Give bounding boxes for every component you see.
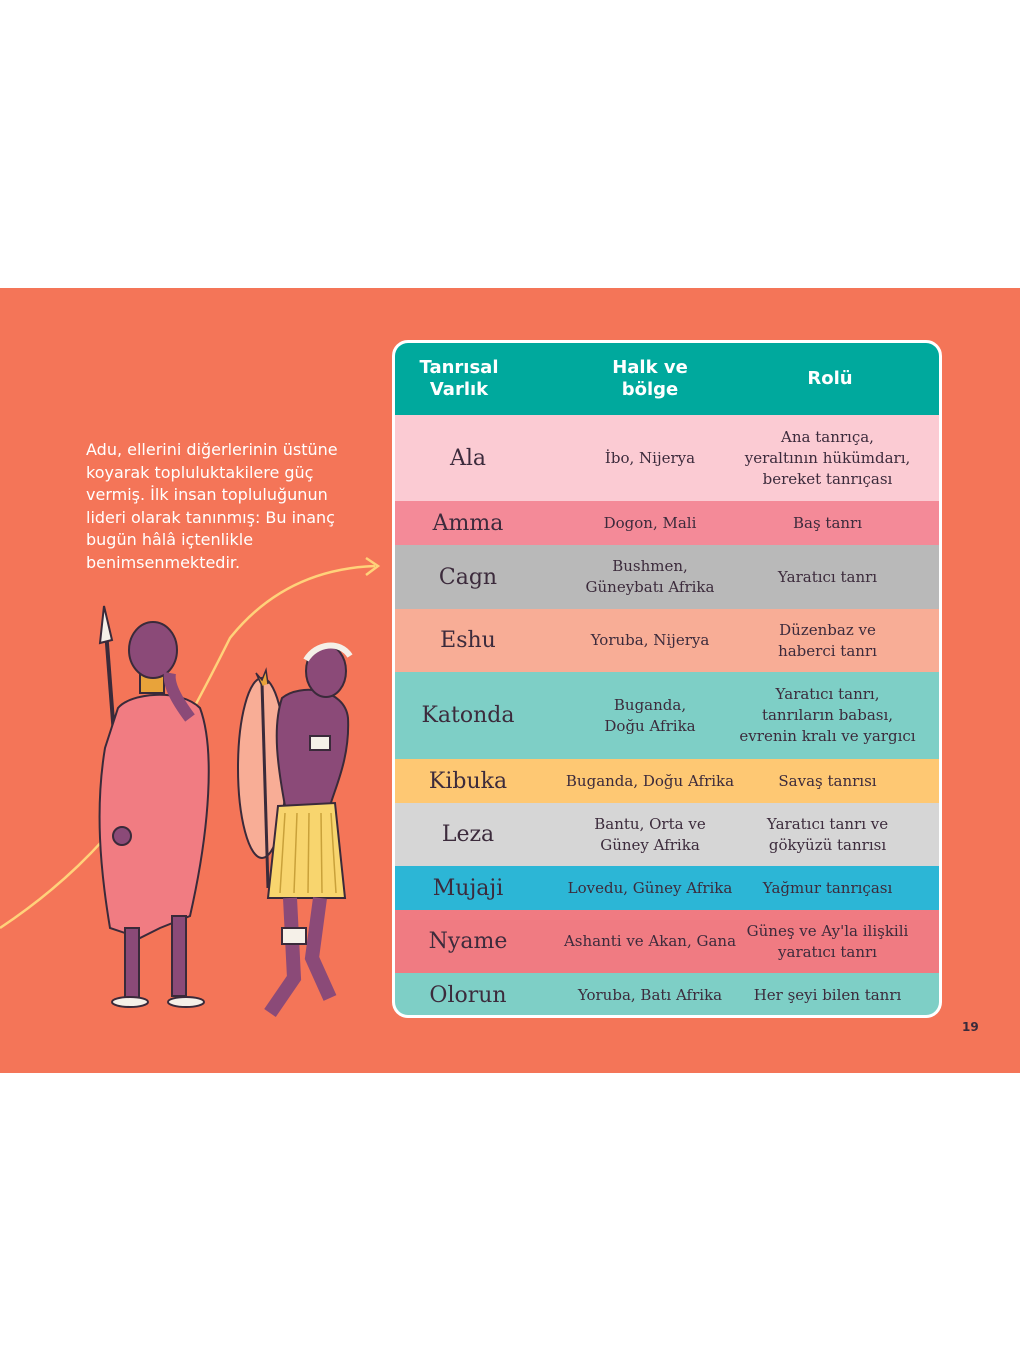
people-region: Yoruba, Nijerya: [590, 631, 710, 649]
header-deity: Tanrısal Varlık: [419, 357, 499, 400]
deity-name: Katonda: [421, 703, 515, 728]
deity-role: Baş tanrı: [792, 513, 863, 532]
deity-name: Olorun: [429, 982, 507, 1008]
people-region: Ashanti ve Akan, Gana: [563, 932, 737, 950]
people-region: Buganda, Doğu Afrika: [604, 695, 696, 735]
deity-name: Leza: [441, 822, 495, 847]
deity-role: Düzenbaz ve haberci tanrı: [778, 620, 877, 660]
table-row: [395, 545, 939, 609]
deity-role: Güneş ve Ay'la ilişkili yaratıcı tanrı: [746, 921, 909, 961]
illustration-two-men: [0, 288, 400, 1073]
intro-paragraph: Adu, ellerini diğerlerinin üstüne koyarak topluluktakilere güç vermiş. İlk insan topluluğunun lideri olarak tanınmış: Bu inanç bugün hâlâ içtenlikle benimsenmektedir.: [86, 440, 338, 572]
deity-role: Yaratıcı tanrı, tanrıların babası, evrenin kralı ve yargıcı: [739, 685, 916, 745]
left-man-figure: [100, 606, 209, 1007]
table-row: [395, 415, 939, 501]
table-row: [395, 803, 939, 866]
people-region: Dogon, Mali: [603, 513, 697, 532]
table-row: [395, 910, 939, 973]
table-row: [395, 501, 939, 545]
deity-name: Nyame: [428, 929, 508, 954]
deity-table: [392, 340, 942, 1018]
table-row: [395, 866, 939, 910]
table-row: [395, 672, 939, 759]
deity-name: Kibuka: [428, 768, 508, 794]
header-role: Rolü: [807, 368, 853, 389]
people-region: Lovedu, Güney Afrika: [567, 878, 733, 897]
people-region: Bantu, Orta ve Güney Afrika: [594, 814, 706, 854]
people-region: İbo, Nijerya: [604, 448, 696, 467]
table-header: [395, 343, 939, 415]
page-number: 19: [962, 1020, 979, 1034]
people-region: Buganda, Doğu Afrika: [565, 771, 735, 790]
right-man-figure: [238, 645, 350, 1013]
deity-role: Yaratıcı tanrı: [777, 567, 878, 586]
deity-name: Mujaji: [432, 875, 504, 901]
deity-name: Cagn: [438, 564, 498, 590]
people-region: Yoruba, Batı Afrika: [577, 985, 723, 1004]
deity-role: Yağmur tanrıçası: [762, 878, 893, 897]
people-region: Bushmen, Güneybatı Afrika: [585, 557, 715, 596]
table-row: [395, 759, 939, 803]
deity-name: Amma: [432, 510, 504, 536]
deity-role: Yaratıcı tanrı ve gökyüzü tanrısı: [766, 814, 889, 854]
header-people-region: Halk ve bölge: [612, 357, 688, 400]
deity-name: Ala: [449, 445, 487, 471]
deity-role: Savaş tanrısı: [778, 771, 877, 790]
table-row: [395, 609, 939, 672]
table-row: [395, 973, 939, 1017]
deity-role: Ana tanrıça, yeraltının hükümdarı, bereket tanrıçası: [744, 427, 911, 488]
deity-role: Her şeyi bilen tanrı: [753, 985, 902, 1004]
deity-name: Eshu: [440, 628, 496, 653]
